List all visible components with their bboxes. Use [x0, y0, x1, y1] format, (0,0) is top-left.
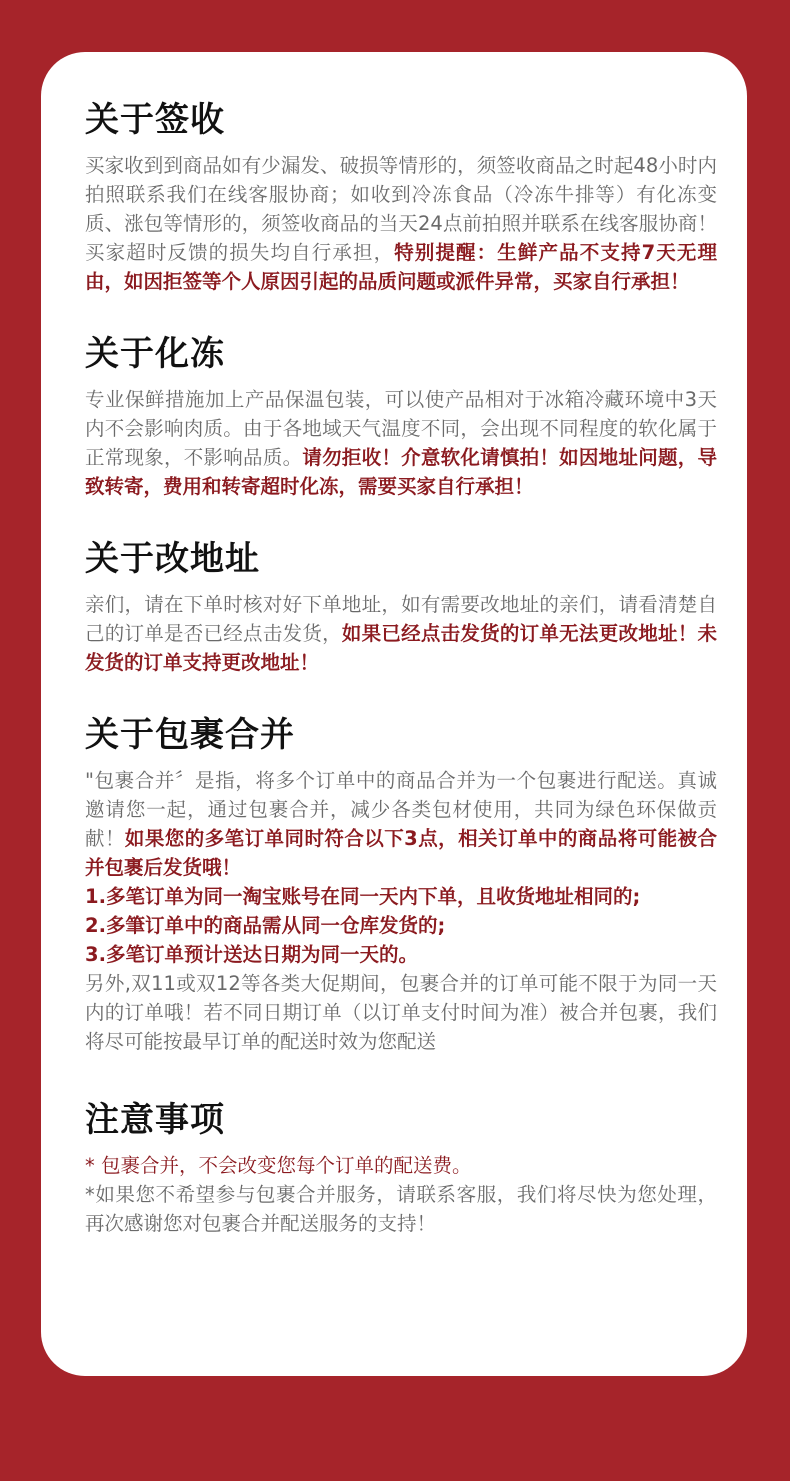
address-change-warning: 如果已经点击发货的订单无法更改地址！未发货的订单支持更改地址！	[85, 622, 717, 674]
merge-point-3: 3.多笔订单预计送达日期为同一天的。	[85, 943, 418, 966]
section-title-address-change: 关于改地址	[85, 539, 260, 579]
section-body-notes	[85, 1151, 717, 1238]
section-title-thawing: 关于化冻	[85, 334, 225, 374]
section-body-package-merge	[85, 766, 717, 1056]
note-shipping-fee: * 包裹合并，不会改变您每个订单的配送费。	[85, 1154, 472, 1177]
section-title-package-merge: 关于包裹合并	[85, 715, 295, 755]
package-merge-text: "包裹合并〞是指，将多个订单中的商品合并为一个包裹进行配送。真诚邀请您一起，通过包裹合并，减少各类包材使用，共同为绿色环保做贡献！	[85, 769, 717, 850]
notice-card	[41, 52, 747, 1376]
section-title-notes: 注意事项	[85, 1100, 225, 1140]
merge-point-1: 1.多笔订单为同一淘宝账号在同一天内下单，且收货地址相同的;	[85, 885, 641, 908]
section-address-change	[85, 535, 717, 677]
thawing-warning: 请勿拒收！介意软化请慎拍！如因地址问题，导致转寄，费用和转寄超时化冻，需要买家自行承担！	[85, 446, 717, 498]
merge-point-2: 2.多筆订单中的商品需从同一仓库发货的;	[85, 914, 446, 937]
section-body-address-change	[85, 590, 717, 677]
section-body-signing	[85, 151, 717, 296]
package-merge-condition: 如果您的多笔订单同时符合以下3点，相关订单中的商品将可能被合并包裹后发货哦！	[85, 827, 717, 879]
section-body-thawing	[85, 385, 717, 501]
note-contact-service: *如果您不希望参与包裹合并服务，请联系客服，我们将尽快为您处理，再次感谢您对包裹合并配送服务的支持！	[85, 1183, 717, 1235]
section-package-merge	[85, 711, 717, 1056]
section-signing	[85, 96, 717, 296]
signing-warning: 特别提醒：生鲜产品不支持7天无理由，如因拒签等个人原因引起的品质问题或派件异常，买家自行承担！	[85, 241, 717, 293]
signing-text: 买家收到到商品如有少漏发、破损等情形的，须签收商品之时起48小时内拍照联系我们在线客服协商；如收到冷冻食品（冷冻牛排等）有化冻变质、涨包等情形的，须签收商品的当天24点前拍照并联系在线客服协商！买家超时反馈的损失均自行承担，	[85, 154, 717, 264]
address-change-text: 亲们，请在下单时核对好下单地址，如有需要改地址的亲们，请看清楚自己的订单是否已经点击发货，	[85, 593, 717, 645]
section-notes	[85, 1096, 717, 1238]
section-thawing	[85, 330, 717, 501]
thawing-text: 专业保鲜措施加上产品保温包装，可以使产品相对于冰箱冷藏环境中3天内不会影响肉质。由于各地域天气温度不同，会出现不同程度的软化属于正常现象，不影响品质。	[85, 388, 717, 469]
section-title-signing: 关于签收	[85, 100, 225, 140]
package-merge-tail: 另外,双11或双12等各类大促期间，包裹合并的订单可能不限于为同一天内的订单哦！若不同日期订单（以订单支付时间为准）被合并包裹，我们将尽可能按最早订单的配送时效为您配送	[85, 972, 717, 1053]
